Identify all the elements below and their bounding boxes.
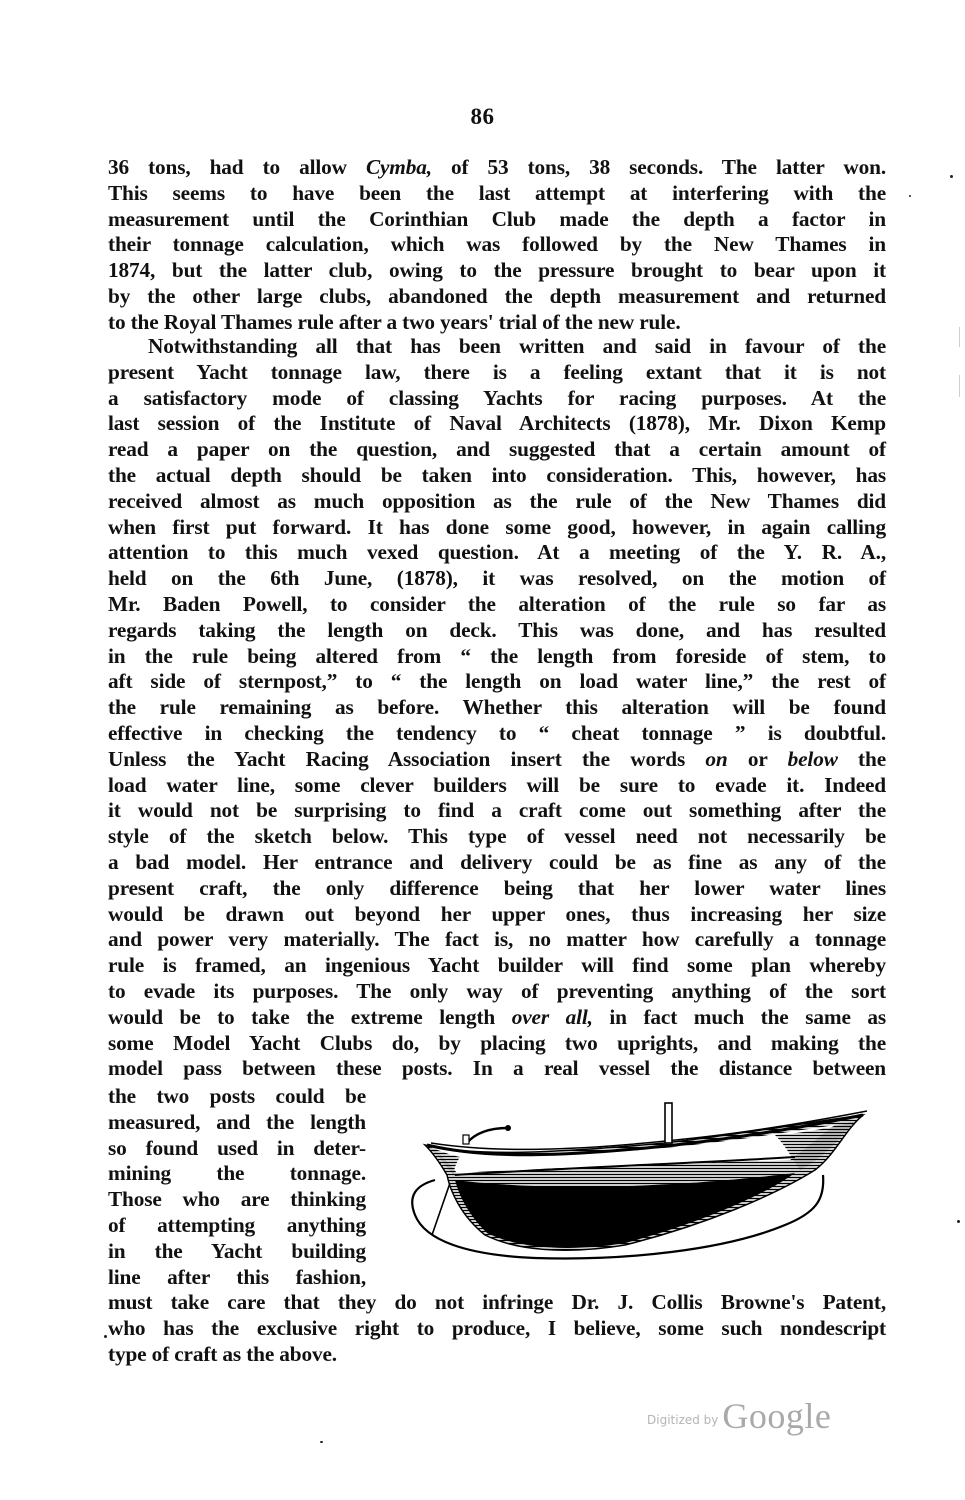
text-line: and power very materially. The fact is, no matter how carefully a tonnage: [108, 927, 886, 952]
text-line: read a paper on the question, and suggested that a certain amount of: [108, 437, 886, 462]
paragraph-1: [108, 155, 886, 336]
text-line: present craft, the only difference being that her lower water lines: [108, 875, 886, 900]
text-line: Mr. Baden Powell, to consider the alteration of the rule so far as: [108, 591, 886, 616]
text-line: who has the exclusive right to produce, I believe, some such nondescript: [108, 1315, 886, 1340]
text-line: regards taking the length on deck. This was done, and has resulted: [108, 617, 886, 642]
text-line: their tonnage calculation, which was followed by the New Thames in: [108, 232, 886, 257]
scan-speck: [957, 1220, 960, 1223]
text-line: load water line, some clever builders will be sure to evade it. Indeed: [108, 772, 886, 797]
text-line: mining the tonnage.: [108, 1161, 366, 1186]
text-line: aft side of sternpost,” to “ the length on load water line,” the rest of: [108, 669, 886, 694]
yacht-hull-illustration: [395, 1095, 875, 1265]
text-line: would be to take the extreme length over all, in fact much the same as: [108, 1004, 886, 1029]
text-line: in the Yacht building: [108, 1238, 366, 1263]
margin-mark: [959, 375, 960, 397]
text-line: measured, and the length: [108, 1109, 366, 1134]
scan-speck: [104, 1335, 107, 1338]
text-line: held on the 6th June, (1878), it was resolved, on the motion of: [108, 566, 886, 591]
text-line: 1874, but the latter club, owing to the pressure brought to bear upon it: [108, 258, 886, 283]
text-line: model pass between these posts. In a real vessel the distance between: [108, 1056, 886, 1081]
text-line: it would not be surprising to find a craft come out something after the: [108, 798, 886, 823]
closing-text: [108, 1290, 886, 1367]
watermark-prefix: Digitized by: [647, 1413, 719, 1427]
text-line: 36 tons, had to allow Cymba, of 53 tons, 38 seconds. The latter won.: [108, 155, 886, 179]
text-line: the actual depth should be taken into consideration. This, however, has: [108, 462, 886, 487]
text-line: present Yacht tonnage law, there is a feeling extant that it is not: [108, 359, 886, 384]
digitized-by-google-watermark: [647, 1395, 831, 1437]
text-line: so found used in deter-: [108, 1135, 366, 1160]
text-line: by the other large clubs, abandoned the depth measurement and returned: [108, 283, 886, 308]
text-line: line after this fashion,: [108, 1264, 366, 1289]
scan-speck: [320, 1441, 323, 1443]
text-line: would be drawn out beyond her upper ones, thus increasing her size: [108, 901, 886, 926]
text-line: effective in checking the tendency to “ cheat tonnage ” is doubtful.: [108, 720, 886, 745]
text-line: the rule remaining as before. Whether this alteration will be found: [108, 695, 886, 720]
text-line: attention to this much vexed question. At a meeting of the Y. R. A.,: [108, 540, 886, 565]
text-line: to the Royal Thames rule after a two years' trial of the new rule.: [108, 309, 681, 334]
text-line: measurement until the Corinthian Club made the depth a factor in: [108, 206, 886, 231]
text-line: style of the sketch below. This type of vessel need not necessarily be: [108, 824, 886, 849]
paragraph-2: [108, 334, 886, 1082]
text-line: of attempting anything: [108, 1212, 366, 1237]
text-line: received almost as much opposition as the rule of the New Thames did: [108, 488, 886, 513]
wrapped-text: [108, 1084, 366, 1290]
text-line: some Model Yacht Clubs do, by placing two uprights, and making the: [108, 1030, 886, 1055]
text-line: This seems to have been the last attempt at interfering with the: [108, 180, 886, 205]
text-line: type of craft as the above.: [108, 1341, 337, 1366]
text-line: Notwithstanding all that has been written and said in favour of the: [148, 334, 886, 358]
page-number: 86: [470, 104, 495, 129]
scan-speck: [950, 175, 953, 178]
margin-mark: [959, 327, 960, 347]
text-line: the two posts could be: [108, 1084, 366, 1108]
text-line: Unless the Yacht Racing Association insert the words on or below the: [108, 746, 886, 771]
watermark-brand: Google: [722, 1396, 832, 1436]
text-line: a satisfactory mode of classing Yachts for racing purposes. At the: [108, 385, 886, 410]
text-line: in the rule being altered from “ the length from foreside of stem, to: [108, 643, 886, 668]
text-line: when first put forward. It has done some good, however, in again calling: [108, 514, 886, 539]
text-line: last session of the Institute of Naval Architects (1878), Mr. Dixon Kemp: [108, 411, 886, 436]
text-line: a bad model. Her entrance and delivery could be as fine as any of the: [108, 849, 886, 874]
text-line: to evade its purposes. The only way of preventing anything of the sort: [108, 978, 886, 1003]
text-line: must take care that they do not infringe Dr. J. Collis Browne's Patent,: [108, 1290, 886, 1314]
text-line: rule is framed, an ingenious Yacht builder will find some plan whereby: [108, 953, 886, 978]
text-line: Those who are thinking: [108, 1187, 366, 1212]
scan-speck: [909, 195, 911, 197]
